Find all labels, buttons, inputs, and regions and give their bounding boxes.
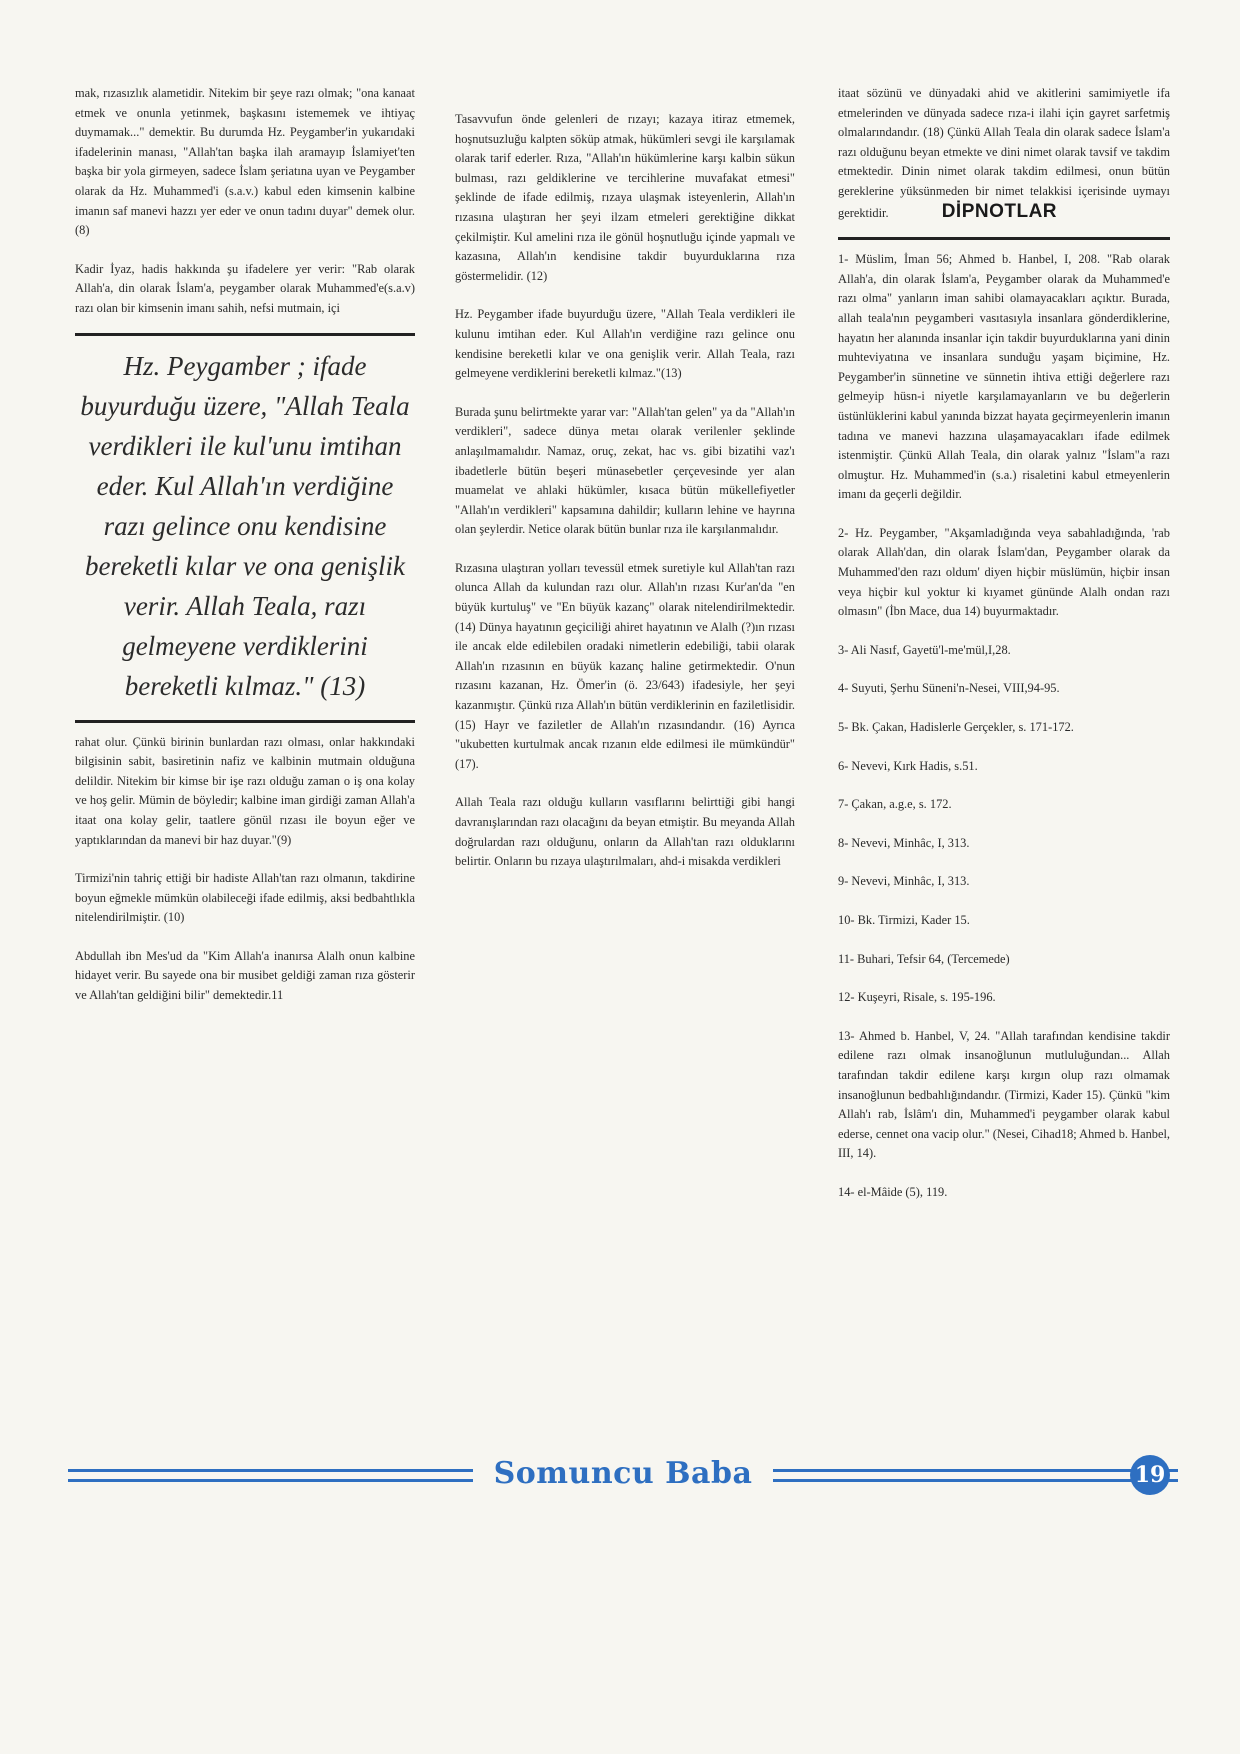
- footnote: 9- Nevevi, Minhâc, I, 313.: [838, 874, 970, 889]
- magazine-logo: Somuncu Baba: [473, 1455, 773, 1493]
- last-paragraph-with-heading: [838, 84, 1170, 223]
- body-paragraph: Tasavvufun önde gelenleri de rızayı; kazaya itiraz etmemek, hoşnutsuzluğu kalpten söküp atmak, hükümleri sevgi ile karşılamak olarak tarif ederler. Rıza, "Allah'ın hükümlerine karşı kalbin sükun bulması, razı geldiklerine ve tercihlerine muvafakat etmesi" şeklinde de ifade edilmiş, rızaya ulaşmak isteyenlerin, Allah'ın rızasına ulaştıran her şeyi ilzam etmeleri gerektiğine dikkat çekilmiştir. Kul amelini rıza ile gönül hoşnutluğu içinde yapmalı ve kazasına, Allah'ın kendisine takdir buyurduklarına rıza göstermelidir. (12): [455, 112, 795, 283]
- footnote-list: [838, 641, 1170, 1008]
- body-paragraph: Kadir İyaz, hadis hakkında şu ifadelere yer verir: "Rab olarak Allah'a, din olarak İslam'a, peygamber olarak Muhammed'e(s.a.v) razı olan bir kimsenin imanı sahih, nefsi mutmain, içi: [75, 261, 415, 315]
- footnote: 7- Çakan, a.g.e, s. 172.: [838, 797, 952, 812]
- pull-quote: Hz. Peygamber ; ifade buyurduğu üzere, "Allah Teala verdikleri ile kul'unu imtihan eder. Kul Allah'ın verdiğine razı gelince onu kendisine bereketli kılar ve ona genişlik verir. Allah Teala, razı gelmeyene verdiklerini bereketli kılmaz." (13): [80, 350, 410, 701]
- column-3: [838, 84, 1170, 1222]
- footnote: 5- Bk. Çakan, Hadislerle Gerçekler, s. 171-172.: [838, 720, 1074, 735]
- body-paragraph: Allah Teala razı olduğu kulların vasıflarını belirttiği gibi hangi davranışlarından razı olacağını da beyan etmiştir. Bu meyanda Allah doğrulardan razı olduğunu, onların da Allah'tan razı olduklarını belirtir. Onların bu rızaya ulaştırılmaları, ahd-i misakda verdikleri: [455, 795, 795, 869]
- pull-quote-bottom-rule: [75, 720, 415, 723]
- body-paragraph: Abdullah ibn Mes'ud da "Kim Allah'a inanırsa Alalh onun kalbine hidayet verir. Bu sayede ona bir musibet geldiği zaman rıza gösterir ve Allah'tan geldiğini bilir" demektedir.11: [75, 948, 415, 1003]
- body-paragraph: Tirmizi'nin tahriç ettiği bir hadiste Allah'tan razı olmanın, takdirine boyun eğmekle mümkün olabileceği ifade edilmiş, aksi bedbahtlıkla nitelendirilmiştir. (10): [75, 871, 415, 925]
- footnote: 11- Buhari, Tefsir 64, (Tercemede): [838, 951, 1010, 966]
- footnote: 1- Müslim, İman 56; Ahmed b. Hanbel, I, 208. "Rab olarak Allah'a, din olarak İslam'a, Peygamber olarak da Muhammed'e razı olma" yanların iman sahibi olamayacakları açıktır. Burada, allah teala'nın peygamberi vasıtasıyla insanlara gönderdiklerine, hayatın her alanında insanlar için takdir buyurduklarına yani dinin muhteviyatına ve insanlara sunduğu yaşam biçimine, Hz. Peygamber'in sünnetine ve sünnetin ihtiva ettiği değerlere razı gelmeyip hüsn-i niyetle karşılamayanların ve bu değerlerin üstünlüklerini kabul yanında bizzat hayata geçirmeyenlerin imanın tadına ve manevi hazzına ulaşamayacakları ifade edilmek istenmiştir. Çünkü Allah Teala, din olarak yalnız "İslam"a razı olmuştur. Hz. Muhammed'in (s.a.) risaletini kabul etmeyenlerin imanı da geçerli değildir.: [838, 252, 1170, 502]
- body-paragraph: itaat sözünü ve dünyadaki ahid ve akitlerini samimiyetle ifa etmelerinden ve dünyada sadece rıza-i ilahi için gayret sarfetmiş olmalarındandır. (18) Çünkü Allah Teala din olarak sadece İslam'a razı olduğunu beyan etmekte ve dini nimet olarak tavsif ve takdim etmektedir. Dinin nimet olarak takdim edilmesi, onun bütün gereklerine yüksünmeden bir nimet telakkisi içerisinde uymayı gerektidir.: [838, 86, 1170, 220]
- footnote: 4- Suyuti, Şerhu Süneni'n-Nesei, VIII,94-95.: [838, 681, 1060, 696]
- footnotes-rule: [838, 237, 1170, 240]
- footnote: 13- Ahmed b. Hanbel, V, 24. "Allah tarafından kendisine takdir edilene razı olmak insanoğlunun mutluluğundan... Allah tarafından takdir edilene karşı kırgın olup razı olmamak insanoğlunun bedbahlığındandır. (Tirmizi, Kader 15). Çünkü "kim Allah'ı rab, İslâm'ı din, Muhammed'i peygamber olarak kabul ederse, cennet ona vacip olur." (Nesei, Cihad18; Ahmed b. Hanbel, III, 14).: [838, 1028, 1170, 1161]
- footnote: 8- Nevevi, Minhâc, I, 313.: [838, 835, 970, 850]
- page-number: 19: [1130, 1455, 1170, 1495]
- footnote: 2- Hz. Peygamber, "Akşamladığında veya sabahladığında, 'rab olarak Allah'dan, din olarak İslam'dan, Peygamber olarak da Muhammed'den razı oldum' diyen hiçbir müslümün, hiçbir insan veya hiçbir kul yoktur ki kıyamet gününde Alalh ondan razı olmasın" (İbn Mace, dua 14) buyurmaktadır.: [838, 525, 1170, 619]
- footnote: 6- Nevevi, Kırk Hadis, s.51.: [838, 758, 978, 773]
- body-paragraph: Burada şunu belirtmekte yarar var: "Allah'tan gelen" ya da "Allah'ın verdikleri", sadece dünya metaı olarak verilenler şeklinde anlaşılmamalıdır. Namaz, oruç, zekat, hac vs. gibi bizatihi vaz'ı ibadetlerle bütün beşeri münasebetler çerçevesinde yer alan muamelat ve ahlaki hükümler, kısaca bütün mükellefiyetler "Allah'ın verdikleri" kapsamına dahildir; kulların lehine ve hayrına olan şeylerdir. Netice olarak bütün bunlar rıza ile karşılanmalıdır.: [455, 404, 795, 537]
- column-2: [455, 110, 795, 891]
- body-paragraph: Hz. Peygamber ifade buyurduğu üzere, "Allah Teala verdikleri ile kulunu imtihan eder. Kul Allah'ın verdiğine razı gelince onu kendisine bereketli kılar ve ona genişlik verir. Allah Teala, razı gelmeyene verdiklerini bereketli kılmaz."(13): [455, 307, 795, 381]
- footnote: 3- Ali Nasıf, Gayetü'l-me'mül,I,28.: [838, 642, 1011, 657]
- body-paragraph: rahat olur. Çünkü birinin bunlardan razı olması, onlar hakkındaki bilgisinin sabit, basiretinin nafiz ve kalbinin mutmain olduğuna delildir. Nitekim bir kimse bir işe razı olduğu zaman o iş ona kolay ve hoş gelir. Mümin de böyledir; kalbine iman girdiği zaman Allah'a itaat ona kolay gelir, taatlere gönül rızası ile boyun eğer ve yaptıklarından da manevi bir haz duyar."(9): [75, 734, 415, 847]
- body-paragraph: mak, rızasızlık alametidir. Nitekim bir şeye razı olmak; "ona kanaat etmek ve onunla yetinmek, başkasını istememek ve ihtiyaç duymamak..." demektir. Bu durumda Hz. Peygamber'in yukarıdaki ifadelerinin manası, "Allah'tan başka ilah aramayıp İslamiyet'ten başka bir yola girmeyen, sadece İslam şeriatına uyan ve Peygamber olarak da Hz. Muhammed'i (s.a.v.) kabul eden kimsenin kalbine imanın saf manevi hazzı yer eder ve onun tadını duyar" demek olur.(8): [75, 86, 415, 238]
- body-paragraph: Rızasına ulaştıran yolları tevessül etmek suretiyle kul Allah'tan razı olunca Allah da kulundan razı olur. Allah'ın rızası Kur'an'da "en büyük kurtuluş" ve "En büyük kazanç" olarak nitelendirilmektedir. (14) Dünya hayatının geçiciliği ahiret hayatının ve Alalh (?)ın rızası ile ancak elde edilebilen oradaki nimetlerin edebiliği, tabii olarak Allah'ın rızasının en büyük kazanç haline getirmektedir. O'nun rızasını kazanan, Hz. Ömer'in (ö. 23/643) ifadesiyle, her şeyi kazanmıştır. Çünkü rıza Allah'ın bütün verdiklerinin en faziletlisidir. (15) Hayr ve faziletler de Allah'ın rızasındandır. (16) Ayrıca "ukubetten kurtulmak ancak rızanın elde edilmesi ile mümkündür"(17).: [455, 560, 795, 771]
- pull-quote-top-rule: [75, 333, 415, 336]
- footnotes-heading: DİPNOTLAR: [941, 200, 1058, 222]
- footnote: 10- Bk. Tirmizi, Kader 15.: [838, 913, 970, 927]
- footnote: 14- el-Mâide (5), 119.: [838, 1184, 948, 1199]
- column-1: [75, 84, 415, 1025]
- page-footer: [68, 1455, 1178, 1499]
- footnote: 12- Kuşeyri, Risale, s. 195-196.: [838, 990, 996, 1005]
